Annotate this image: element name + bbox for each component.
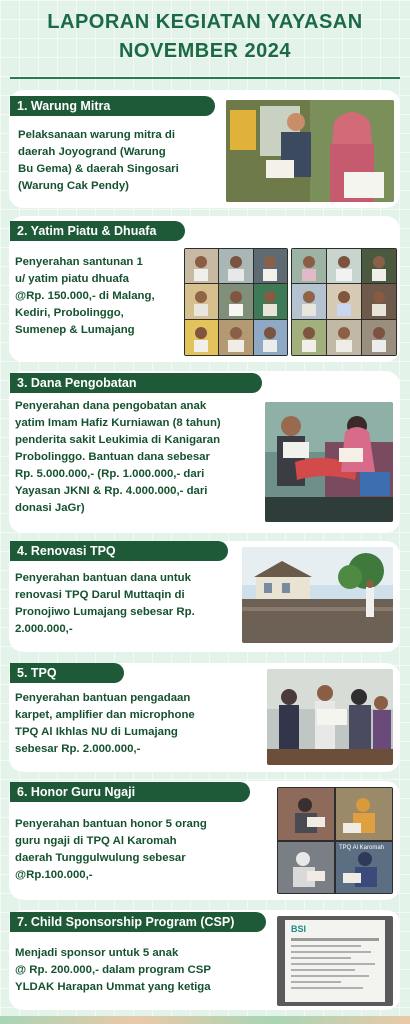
section-title-renovasi-tpq: 4. Renovasi TPQ xyxy=(10,541,228,561)
section-desc-tpq: Penyerahan bantuan pengadaan karpet, amplifier dan microphone TPQ Al Ikhlas NU di Lumajang sebesar Rp. 2.000.000,- xyxy=(15,692,195,755)
photo-bank-transfer-receipt xyxy=(277,916,393,1006)
section-desc-warung-mitra: Pelaksanaan warung mitra di daerah Joyogrand (Warung Bu Gema) & daerah Singosari (Warung Cak Pendy) xyxy=(18,129,179,192)
photo-yatim-piatu-collage-1 xyxy=(184,248,288,356)
photo-renovasi-tpq xyxy=(242,547,393,643)
section-title-warung-mitra: 1. Warung Mitra xyxy=(10,96,215,116)
section-title-dana-pengobatan: 3. Dana Pengobatan xyxy=(10,373,262,393)
section-desc-dana-pengobatan: Penyerahan dana pengobatan anak yatim Imam Hafiz Kurniawan (8 tahun) penderita sakit Leukimia di Kanigaran Probolinggo. Bantuan dana sebesar Rp. 5.000.000,- (Rp. 1.000.000,- dari Yayasan JKNI & Rp. 4.000.000,- dari donasi JaGr) xyxy=(15,400,221,514)
section-title-yatim-piatu: 2. Yatim Piatu & Dhuafa xyxy=(10,221,185,241)
photo-dana-pengobatan xyxy=(265,402,393,522)
footer-decoration xyxy=(0,1016,410,1024)
bank-logo-text: BSI xyxy=(291,924,307,934)
tpq-sign-text: TPQ Al Karomah xyxy=(339,845,385,851)
photo-warung-mitra xyxy=(226,100,394,202)
page-header xyxy=(0,0,410,78)
report-title: LAPORAN KEGIATAN YAYASAN xyxy=(47,11,363,33)
photo-yatim-piatu-collage-2 xyxy=(291,248,397,356)
section-desc-child-sponsorship: Menjadi sponsor untuk 5 anak @ Rp. 200.000,- dalam program CSP YLDAK Harapan Ummat yang ketiga xyxy=(15,947,211,993)
section-desc-yatim-piatu: Penyerahan santunan 1 u/ yatim piatu dhuafa @Rp. 150.000,- di Malang, Kediri, Probolinggo, Sumenep & Lumajang xyxy=(15,256,155,336)
section-desc-honor-guru-ngaji: Penyerahan bantuan honor 5 orang guru ngaji di TPQ Al Karomah daerah Tunggulwulung sebesar @Rp.100.000,- xyxy=(15,818,207,881)
header-divider xyxy=(10,77,400,79)
report-period: NOVEMBER 2024 xyxy=(118,40,292,62)
photo-honor-guru-ngaji xyxy=(277,787,393,894)
section-title-honor-guru-ngaji: 6. Honor Guru Ngaji xyxy=(10,782,250,802)
section-title-tpq: 5. TPQ xyxy=(10,663,124,683)
photo-tpq-al-ikhlas xyxy=(267,669,393,765)
section-title-child-sponsorship: 7. Child Sponsorship Program (CSP) xyxy=(10,912,266,932)
section-desc-renovasi-tpq: Penyerahan bantuan dana untuk renovasi TPQ Darul Muttaqin di Pronojiwo Lumajang sebesar Rp. 2.000.000,- xyxy=(15,572,195,635)
